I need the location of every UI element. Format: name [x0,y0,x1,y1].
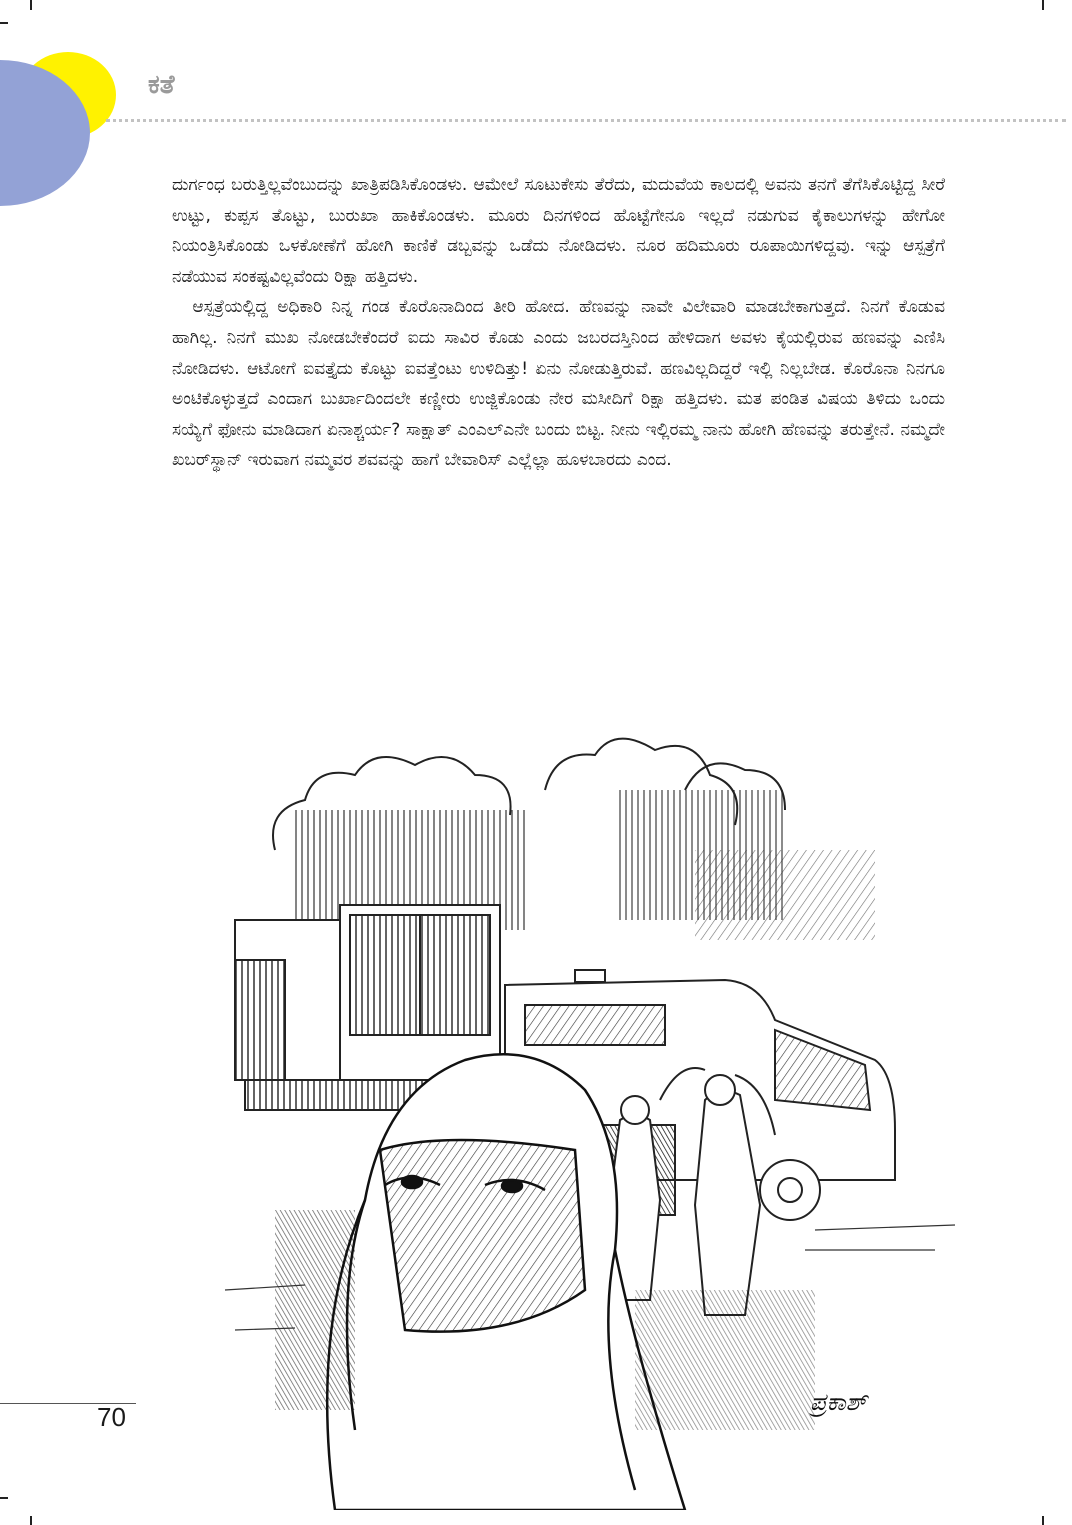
crop-mark [30,0,32,10]
story-text [172,170,945,476]
paragraph: ಆಸ್ಪತ್ರೆಯಲ್ಲಿದ್ದ ಅಧಿಕಾರಿ ನಿನ್ನ ಗಂಡ ಕೊರೊನಾದಿಂದ ತೀರಿ ಹೋದ. ಹೆಣವನ್ನು ನಾವೇ ವಿಲೇವಾರಿ ಮಾಡಬೇಕಾಗುತ್ತದೆ. ನಿನಗೆ ಕೊಡುವ ಹಾಗಿಲ್ಲ. ನಿನಗೆ ಮುಖ ನೋಡಬೇಕೆಂದರೆ ಐದು ಸಾವಿರ ಕೊಡು ಎಂದು ಜಬರದಸ್ತಿನಿಂದ ಹೇಳಿದಾಗ ಅವಳು ಕೈಯಲ್ಲಿರುವ ಹಣವನ್ನು ಎಣಿಸಿ ನೋಡಿದಳು. ಆಟೋಗೆ ಐವತ್ತೈದು ಕೊಟ್ಟು ಐವತ್ತೆಂಟು ಉಳಿದಿತ್ತು! ಏನು ನೋಡುತ್ತಿರುವೆ. ಹಣವಿಲ್ಲದಿದ್ದರೆ ಇಲ್ಲಿ ನಿಲ್ಲಬೇಡ. ಕೊರೊನಾ ನಿನಗೂ ಅಂಟಿಕೊಳ್ಳುತ್ತದೆ ಎಂದಾಗ ಬುರ್ಖಾದಿಂದಲೇ ಕಣ್ಣೀರು ಉಜ್ಜಿಕೊಂಡು ನೇರ ಮಸೀದಿಗೆ ರಿಕ್ಷಾ ಹತ್ತಿದಳು. ಮತ ಪಂಡಿತ ವಿಷಯ ತಿಳಿದು ಒಂದು ಸಯ್ಯೆಗೆ ಫೋನು ಮಾಡಿದಾಗ ಏನಾಶ್ಚರ್ಯ? ಸಾಕ್ಷಾತ್ ಎಂಎಲ್‌ಎನೇ ಬಂದು ಬಿಟ್ಟ. ನೀನು ಇಲ್ಲಿರಮ್ಮ ನಾನು ಹೋಗಿ ಹೆಣವನ್ನು ತರುತ್ತೇನೆ. ನಮ್ಮದೇ ಖಬರ್‌ಸ್ಥಾನ್ ಇರುವಾಗ ನಮ್ಮವರ ಶವವನ್ನು ಹಾಗೆ ಬೇವಾರಿಸ್ ಎಲ್ಲೆಲ್ಲಾ ಹೂಳಬಾರದು ಎಂದ. [172,297,945,471]
crop-mark [0,1497,8,1499]
paragraph: ದುರ್ಗಂಧ ಬರುತ್ತಿಲ್ಲವೆಂಬುದನ್ನು ಖಾತ್ರಿಪಡಿಸಿಕೊಂಡಳು. ಆಮೇಲೆ ಸೂಟುಕೇಸು ತೆರೆದು, ಮದುವೆಯ ಕಾಲದಲ್ಲಿ ಅವನು ತನಗೆ ತೆಗೆಸಿಕೊಟ್ಟಿದ್ದ ಸೀರೆ ಉಟ್ಟು, ಕುಪ್ಪಸ ತೊಟ್ಟು, ಬುರುಖಾ ಹಾಕಿಕೊಂಡಳು. ಮೂರು ದಿನಗಳಿಂದ ಹೊಟ್ಟೆಗೇನೂ ಇಲ್ಲದೆ ನಡುಗುವ ಕೈಕಾಲುಗಳನ್ನು ಹೇಗೋ ನಿಯಂತ್ರಿಸಿಕೊಂಡು ಒಳಕೋಣೆಗೆ ಹೋಗಿ ಕಾಣಿಕೆ ಡಬ್ಬವನ್ನು ಒಡೆದು ನೋಡಿದಳು. ನೂರ ಹದಿಮೂರು ರೂಪಾಯಿಗಳಿದ್ದವು. ಇನ್ನು ಆಸ್ಪತ್ರೆಗೆ ನಡೆಯುವ ಸಂಕಷ್ಟವಿಲ್ಲವೆಂದು ರಿಕ್ಷಾ ಹತ್ತಿದಳು. [172,175,945,287]
story-illustration [215,730,975,1510]
header-divider [106,119,1066,122]
page-number: 70 [97,1402,126,1432]
crop-mark [1042,1516,1044,1525]
crop-mark [0,22,8,24]
crop-mark [30,1516,32,1525]
crop-mark [1042,0,1044,10]
section-title: ಕತೆ [148,70,175,100]
illustrator-signature: ಪ್ರಕಾಶ್ [810,1388,867,1416]
